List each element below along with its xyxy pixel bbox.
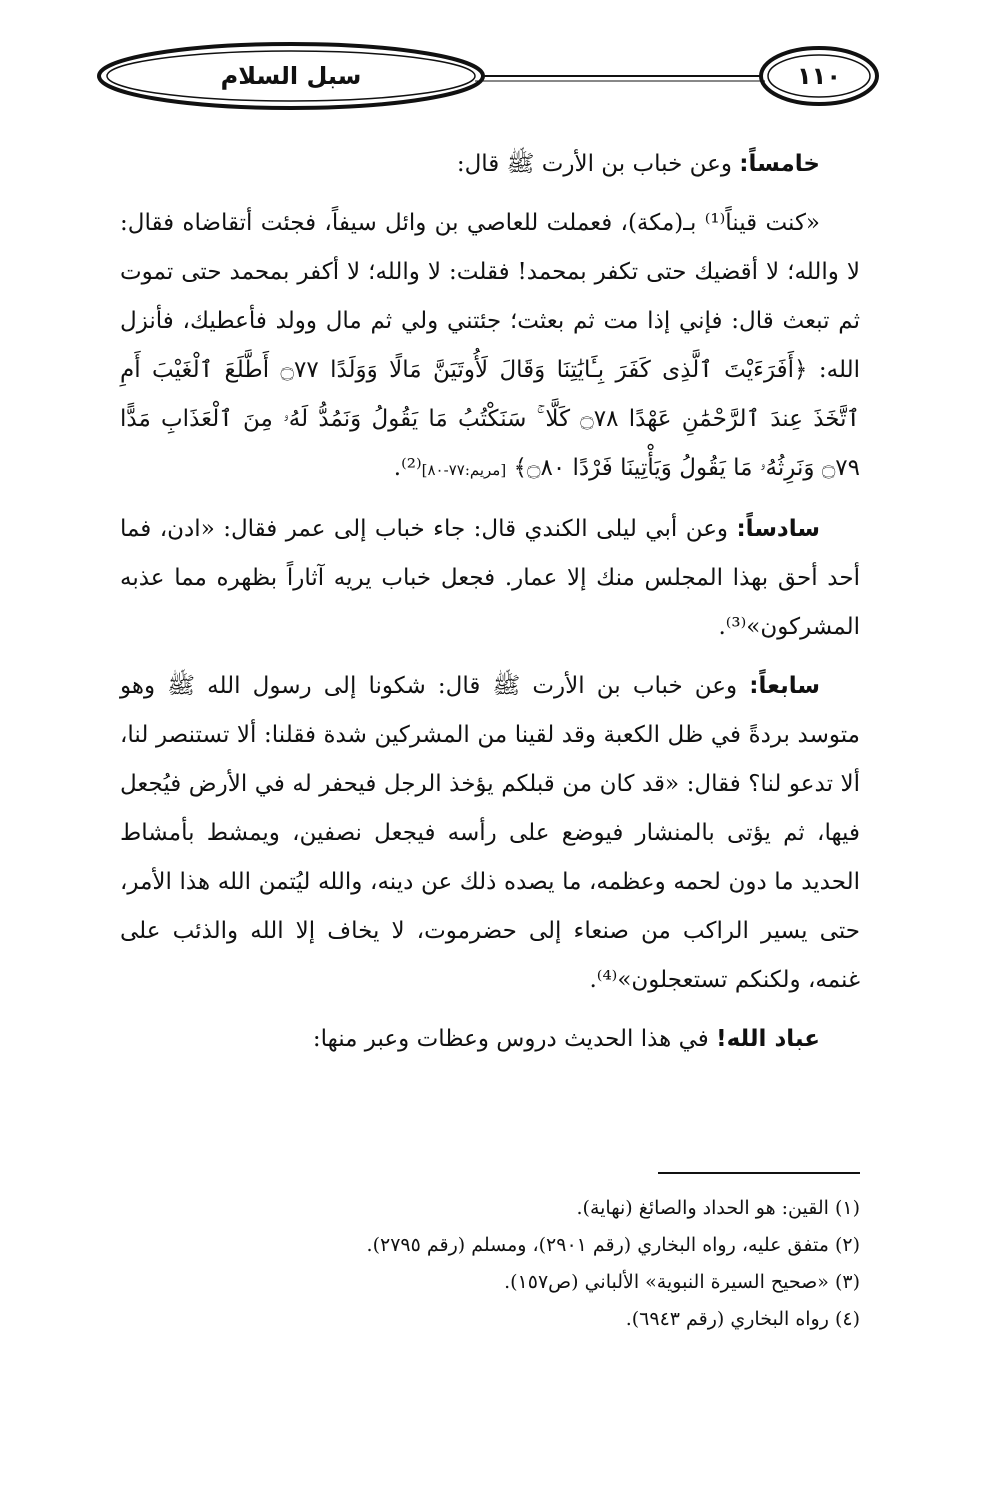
paragraph-text: وعن خباب بن الأرت ﷺ قال: شكونا إلى رسول الله ﷺ وهو متوسد بردةً في ظل الكعبة وقد لقينا من المشركين شدة فقلنا: ألا تستنصر لنا، ألا تدعو لنا؟ فقال: «قد كان من قبلكم يؤخذ الرجل فيحفر له في الأرض فيُجعل فيها، ثم يؤتى بالمنشار فيوضع على رأسه فيجعل نصفين، ويمشط بأمشاط الحديد ما دون لحمه وعظمه، ما يصده ذلك عن دينه، والله ليُتمن الله هذا الأمر، حتى يسير الراكب من صنعاء إلى حضرموت، لا يخاف إلا الله والذئب على غنمه، ولكنكم تستعجلون»⁽⁴⁾.	[120, 673, 860, 993]
paragraph-lead: سابعاً:	[749, 673, 820, 699]
paragraph-text: وعن خباب بن الأرت ﷺ قال:	[456, 151, 740, 177]
paragraph-text: وعن أبي ليلى الكندي قال: جاء خباب إلى عمر فقال: «ادن، فما أحد أحق بهذا المجلس منك إلا عمار. فجعل خباب يريه آثاراً بظهره مما عذبه المشركون»⁽³⁾.	[120, 516, 860, 640]
paragraph-7	[120, 662, 860, 1005]
paragraph-text: في هذا الحديث دروس وعظات وعبر منها:	[312, 1026, 717, 1052]
paragraph-6	[120, 505, 860, 652]
footnote-3: (٣) «صحيح السيرة النبوية» الألباني (ص١٥٧).	[504, 1271, 860, 1293]
paragraph-lead: عباد الله!	[716, 1026, 820, 1052]
page-header	[95, 40, 885, 130]
paragraph-lead: سادساً:	[736, 516, 820, 542]
main-text	[120, 140, 860, 1074]
paragraph-closing	[120, 1015, 860, 1064]
footnote-1: (١) القين: هو الحداد والصائغ (نهاية).	[576, 1197, 860, 1219]
footnote-separator	[658, 1172, 860, 1174]
paragraph-text: «كنت قيناً⁽¹⁾ بـ(مكة)، فعملت للعاصي بن وائل سيفاً، فجئت أتقاضاه فقال: لا والله؛ لا أقضيك حتى تكفر بمحمد! فقلت: لا والله؛ لا أكفر بمحمد حتى تموت ثم تبعث قال: فإني إذا مت ثم بعثت؛ جئتني ولي ثم مال وولد فأعطيك، فأنزل الله: ﴿أَفَرَءَيْتَ ٱلَّذِى كَفَرَ بِـَٔايَٰتِنَا وَقَالَ لَأُوتَيَنَّ مَالًا وَوَلَدًا ۝٧٧ أَطَّلَعَ ٱلْغَيْبَ أَمِ ٱتَّخَذَ عِندَ ٱلرَّحْمَٰنِ عَهْدًا ۝٧٨ كَلَّا ۚ سَنَكْتُبُ مَا يَقُولُ وَنَمُدُّ لَهُۥ مِنَ ٱلْعَذَابِ مَدًّا ۝٧٩ وَنَرِثُهُۥ مَا يَقُولُ وَيَأْتِينَا فَرْدًا ۝٨٠﴾	[120, 210, 861, 481]
paragraph-lead: خامساً:	[739, 151, 820, 177]
footnote-4: (٤) رواه البخاري (رقم ٦٩٤٣).	[625, 1308, 860, 1330]
hadith-quote	[120, 199, 860, 495]
paragraph-5	[120, 140, 860, 189]
footnote-2: (٢) متفق عليه، رواه البخاري (رقم ٢٩٠١)، ومسلم (رقم ٢٧٩٥).	[366, 1234, 860, 1256]
quran-reference: [مريم:٧٧-٨٠]	[421, 461, 507, 479]
running-title: سبل السلام	[220, 62, 362, 90]
footnotes	[120, 1190, 860, 1338]
footnote-marker: ⁽²⁾.	[393, 455, 422, 481]
page-number: ١١٠	[797, 62, 841, 90]
